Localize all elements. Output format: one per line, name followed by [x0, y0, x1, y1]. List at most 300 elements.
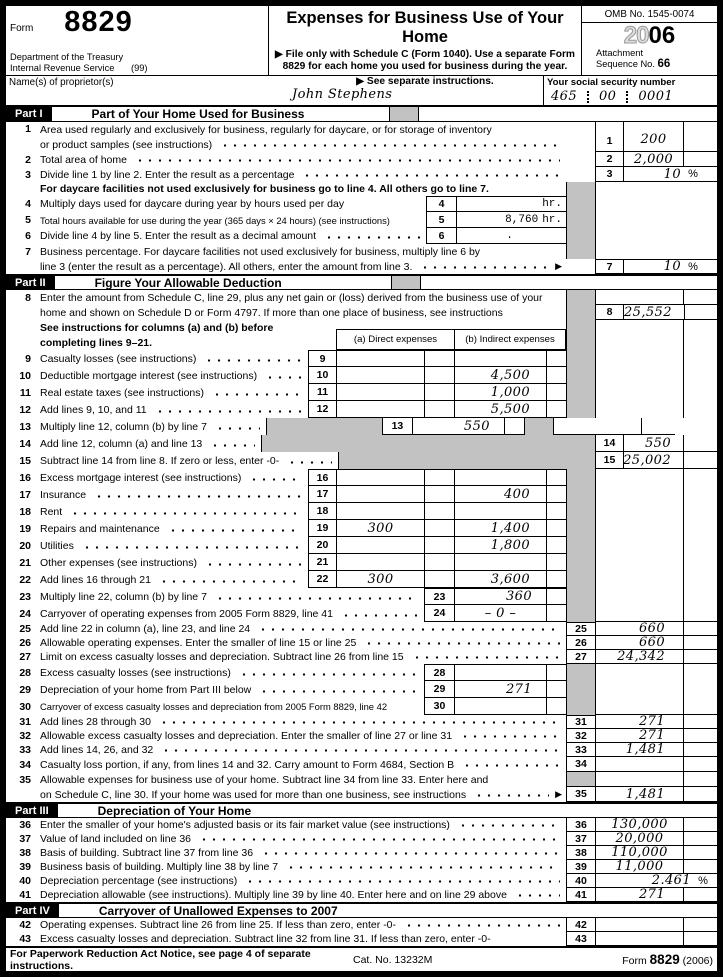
- unit-text: hr.: [542, 198, 562, 210]
- line-number: 41: [19, 889, 31, 901]
- line-number: 18: [19, 505, 31, 518]
- box-number: 21: [308, 554, 336, 571]
- cents-cell[interactable]: [546, 520, 566, 537]
- line-19-label: Repairs and maintenance: [40, 522, 160, 535]
- line-22-label: Add lines 16 through 21: [40, 573, 151, 586]
- cents-cell[interactable]: [424, 469, 454, 486]
- line-number: 40: [19, 875, 31, 887]
- box-number: 26: [566, 636, 595, 650]
- proprietor-name-block: [6, 76, 543, 105]
- answer-36: [566, 818, 717, 832]
- line-number: 37: [19, 833, 31, 845]
- cents-cell[interactable]: [546, 571, 566, 588]
- answer-43: [566, 932, 717, 946]
- cents-cell[interactable]: [683, 152, 717, 167]
- line-6-value[interactable]: [456, 228, 566, 244]
- cents-cell[interactable]: [683, 452, 717, 469]
- line-19-direct[interactable]: 300: [336, 520, 424, 537]
- line-41-label: Depreciation allowable (see instructions). Multiply line 39 by line 40. Enter here and on line 29 above: [40, 889, 507, 901]
- cents-cell[interactable]: [546, 486, 566, 503]
- line-21: [6, 554, 717, 571]
- dot-leader: [249, 478, 302, 481]
- answer-area: [566, 228, 717, 244]
- answer-area: [566, 537, 717, 554]
- line-27: [6, 650, 717, 664]
- line-28-label: Excess casualty losses (see instructions): [40, 666, 231, 679]
- dot-leader: [462, 764, 560, 767]
- line-39-value[interactable]: 11,000: [595, 860, 683, 874]
- line-number: 15: [19, 454, 31, 467]
- line-11-indirect[interactable]: 1,000: [454, 384, 546, 401]
- col-b-header: (b) Indirect expenses: [454, 329, 566, 350]
- dot-leader: [215, 597, 418, 600]
- line-32: [6, 729, 717, 743]
- agency-line2: Internal Revenue Service: [10, 62, 115, 73]
- shaded-cell: [566, 228, 595, 244]
- answer-area: [566, 401, 717, 418]
- cents-cell[interactable]: [546, 698, 566, 715]
- line-37-value[interactable]: 20,000: [595, 832, 683, 846]
- shaded-cell: [566, 401, 595, 418]
- cents-cell[interactable]: [424, 384, 454, 401]
- shaded-cell: [566, 244, 595, 259]
- cents-cell[interactable]: [424, 401, 454, 418]
- box-number: 14: [595, 435, 623, 452]
- spacer-cell: [683, 290, 717, 305]
- year-outline: 20: [623, 22, 649, 49]
- dot-leader: [70, 512, 302, 515]
- cents-cell[interactable]: [546, 605, 566, 622]
- spacer-cell: [683, 401, 717, 418]
- cents-cell[interactable]: [546, 537, 566, 554]
- line-24-value[interactable]: – 0 –: [454, 605, 546, 622]
- cents-cell[interactable]: [424, 520, 454, 537]
- line-6-label: Divide line 4 by line 5. Enter the result as a decimal amount: [40, 230, 317, 242]
- part1-title: Part of Your Home Used for Business: [91, 107, 305, 121]
- line-6-box: [426, 228, 566, 244]
- box-number: 16: [308, 469, 336, 486]
- answer-area: [566, 212, 717, 228]
- line-32-value[interactable]: 271: [595, 729, 683, 743]
- cents-cell[interactable]: [424, 350, 454, 367]
- line-7-value[interactable]: [623, 259, 717, 274]
- catalog-number: Cat. No. 13232M: [353, 953, 433, 966]
- cents-cell[interactable]: [683, 650, 717, 664]
- spacer-cell: [683, 350, 717, 367]
- spacer-cell: [595, 367, 683, 384]
- answer-area: [566, 469, 717, 486]
- answer-38: [566, 846, 717, 860]
- line-21-direct[interactable]: [336, 554, 424, 571]
- line-41-value[interactable]: 271: [595, 888, 683, 902]
- answer-area: [566, 772, 717, 787]
- expense-row-18: [308, 503, 566, 520]
- footer-form-word: Form: [622, 955, 647, 967]
- dot-leader: [341, 614, 418, 617]
- line-32-label: Allowable excess casualty losses and depreciation. Enter the smaller of line 27 or line 31: [40, 730, 453, 742]
- spacer: [489, 182, 566, 196]
- line-22-indirect[interactable]: 3,600: [454, 571, 546, 588]
- spacer-cell: [595, 698, 683, 715]
- line-number: 29: [19, 683, 31, 696]
- dot-leader: [155, 410, 302, 413]
- line-27-value[interactable]: 24,342: [595, 650, 683, 664]
- line-7a: [6, 244, 717, 259]
- answer-area: [566, 698, 717, 715]
- proprietor-name-field[interactable]: John Stephens: [292, 87, 393, 102]
- answer-33: [566, 743, 717, 757]
- cents-cell[interactable]: [683, 622, 717, 636]
- answer-area: [566, 290, 717, 305]
- cents-cell[interactable]: [424, 554, 454, 571]
- line-21-indirect[interactable]: [454, 554, 546, 571]
- cents-cell[interactable]: [683, 860, 717, 874]
- line-13-value[interactable]: 550: [412, 418, 504, 435]
- line-30-value[interactable]: [454, 698, 546, 715]
- line-number: 35: [19, 773, 31, 786]
- box-number: 17: [308, 486, 336, 503]
- cents-cell[interactable]: [683, 932, 717, 946]
- cents-cell[interactable]: [424, 367, 454, 384]
- form-word: Form: [10, 23, 34, 34]
- line-35-value[interactable]: 1,481: [595, 787, 683, 802]
- line-35-label-2: on Schedule C, line 30. If your home was used for more than one business, see instructions: [40, 788, 467, 801]
- line-25: [6, 622, 717, 636]
- spacer-cell: [683, 698, 717, 715]
- line-5-value[interactable]: [456, 212, 566, 228]
- line-41: [6, 888, 717, 902]
- line-31: [6, 715, 717, 729]
- line-29-value[interactable]: 271: [454, 681, 546, 698]
- line-20-direct[interactable]: [336, 537, 424, 554]
- spacer-cell: [683, 571, 717, 588]
- line-8a: [6, 290, 717, 305]
- shaded-cell: [566, 605, 595, 622]
- box-number: 20: [308, 537, 336, 554]
- box-number: 36: [566, 818, 595, 832]
- line-number: 2: [25, 153, 31, 166]
- part2-title: Figure Your Allowable Deduction: [94, 275, 282, 290]
- line-4-label: Multiply days used for daycare during year by hours used per day: [40, 198, 345, 210]
- line-33-label: Add lines 14, 26, and 32: [40, 744, 154, 756]
- cents-cell[interactable]: [546, 350, 566, 367]
- expense-row-10: [308, 367, 566, 384]
- line-14-value[interactable]: 550: [623, 435, 683, 452]
- answer-1: [566, 122, 717, 152]
- line-15-value[interactable]: 25,002: [623, 452, 683, 469]
- sequence-label: Sequence No.: [596, 58, 655, 69]
- line-30-box: [424, 698, 566, 715]
- line-22-direct[interactable]: 300: [336, 571, 424, 588]
- line-19-indirect[interactable]: 1,400: [454, 520, 546, 537]
- agency-block: [10, 52, 264, 73]
- line-38-value[interactable]: 110,000: [595, 846, 683, 860]
- box-number: 2: [595, 152, 623, 167]
- spacer-cell: [595, 537, 683, 554]
- line-8-value[interactable]: 25,552: [623, 305, 684, 320]
- line-17-indirect[interactable]: 400: [454, 486, 546, 503]
- line-number: 8: [25, 291, 31, 304]
- line-28-value[interactable]: [454, 664, 546, 681]
- ssn-field[interactable]: [551, 89, 714, 104]
- dot-leader: [287, 461, 332, 464]
- spacer-cell: [595, 681, 683, 698]
- line-29-box: [424, 681, 566, 698]
- line-35-label-1: Allowable expenses for business use of your home. Subtract line 34 from line 33. Enter here and: [40, 773, 489, 786]
- line-43-value[interactable]: [595, 932, 683, 946]
- line-34-value[interactable]: [595, 757, 683, 772]
- cents-cell[interactable]: [683, 757, 717, 772]
- dot-leader: [215, 427, 260, 430]
- line-34: [6, 757, 717, 772]
- line-number: 21: [19, 556, 31, 569]
- shaded-cell: [566, 305, 595, 320]
- box-number: 29: [424, 681, 454, 698]
- line-number: 28: [19, 666, 31, 679]
- cents-cell[interactable]: [683, 743, 717, 757]
- cents-cell[interactable]: [546, 367, 566, 384]
- line-40-value[interactable]: [595, 874, 717, 888]
- cents-cell[interactable]: [546, 384, 566, 401]
- line-20-indirect[interactable]: 1,800: [454, 537, 546, 554]
- box-number: 19: [308, 520, 336, 537]
- spacer-cell: [595, 228, 717, 244]
- line-10-direct[interactable]: [336, 367, 424, 384]
- shaded-cell: [566, 681, 595, 698]
- line-12-label: Add lines 9, 10, and 11: [40, 403, 147, 416]
- ssn-label: Your social security number: [547, 77, 676, 88]
- agency-line1: Department of the Treasury: [10, 52, 124, 62]
- daycare-note-row: [6, 182, 717, 196]
- line-number: 19: [19, 522, 31, 535]
- percent-sign: %: [688, 260, 698, 273]
- line-31-value[interactable]: 271: [595, 715, 683, 729]
- cents-cell[interactable]: [683, 715, 717, 729]
- cents-cell[interactable]: [683, 787, 717, 802]
- cents-cell[interactable]: [546, 681, 566, 698]
- spacer-cell: [595, 244, 717, 259]
- subtitle-2: ▶ See separate instructions.: [356, 76, 494, 87]
- line-4-value[interactable]: [456, 196, 566, 212]
- spacer-cell: [566, 167, 595, 182]
- line-number: 1: [25, 123, 31, 135]
- cents-cell[interactable]: [546, 469, 566, 486]
- value-text: 10: [663, 259, 681, 274]
- answer-39: [566, 860, 717, 874]
- part2-badge: Part II: [6, 276, 55, 289]
- dot-leader: [135, 159, 560, 162]
- expense-row-17: [308, 486, 566, 503]
- cents-cell[interactable]: [683, 435, 717, 452]
- line-38: [6, 846, 717, 860]
- spacer-cell: [566, 152, 595, 167]
- part4-badge: Part IV: [6, 904, 59, 917]
- answer-37: [566, 832, 717, 846]
- line-16-indirect[interactable]: [454, 469, 546, 486]
- cents-cell[interactable]: [684, 305, 718, 320]
- value-text: .: [506, 229, 513, 242]
- line-10-indirect[interactable]: 4,500: [454, 367, 546, 384]
- spacer-cell: [595, 196, 717, 212]
- cents-cell[interactable]: [683, 888, 717, 902]
- line-18-indirect[interactable]: [454, 503, 546, 520]
- line-25-value[interactable]: 660: [595, 622, 683, 636]
- box-number: 10: [308, 367, 336, 384]
- line-number: 32: [19, 730, 31, 742]
- line-number: 42: [19, 919, 31, 931]
- cents-cell[interactable]: [546, 664, 566, 681]
- dot-leader: [161, 749, 560, 752]
- shaded-cell: [566, 290, 595, 305]
- line-7b: [6, 259, 717, 274]
- box-number: 41: [566, 888, 595, 902]
- line-33: [6, 743, 717, 757]
- line-12-direct[interactable]: [336, 401, 424, 418]
- dot-leader: [239, 673, 418, 676]
- percent-sign: %: [698, 874, 708, 887]
- shaded-cell: [566, 486, 595, 503]
- cents-cell[interactable]: [546, 588, 566, 605]
- line-4: [6, 196, 717, 212]
- dot-leader: [364, 642, 560, 645]
- line-7-label-1: Business percentage. For daycare facilities not used exclusively for business, multiply line 6 by: [40, 245, 481, 258]
- line-37: [6, 832, 717, 846]
- part2-header: [6, 274, 717, 290]
- expense-row-16: [308, 469, 566, 486]
- shaded-cell: [566, 554, 595, 571]
- cents-cell[interactable]: [683, 846, 717, 860]
- cents-cell[interactable]: [683, 832, 717, 846]
- box-number: 23: [424, 588, 454, 605]
- pointer-arrow-icon: ▶: [555, 789, 562, 799]
- line-10-label: Deductible mortgage interest (see instructions): [40, 369, 258, 382]
- line-18-direct[interactable]: [336, 503, 424, 520]
- ssn-separator: [587, 91, 589, 103]
- line-number: 22: [19, 573, 31, 586]
- answer-35: [566, 787, 717, 802]
- line-12-indirect[interactable]: 5,500: [454, 401, 546, 418]
- cents-cell[interactable]: [424, 571, 454, 588]
- daycare-note: For daycare facilities not used exclusively for business go to line 4. All others go to line 7.: [40, 183, 489, 195]
- line-14: [6, 435, 717, 452]
- spacer-cell: [683, 588, 717, 605]
- spacer-cell: [595, 588, 683, 605]
- shaded-cell: [566, 520, 595, 537]
- line-43-label: Excess casualty losses and depreciation. Subtract line 32 from line 31. If less than zero, enter -0-: [40, 933, 491, 945]
- line-37-label: Value of land included on line 36: [40, 833, 192, 845]
- line-9-direct[interactable]: [336, 350, 424, 367]
- cents-cell[interactable]: [424, 503, 454, 520]
- col-a-header: (a) Direct expenses: [336, 329, 454, 350]
- ssn-part1: 465: [551, 89, 578, 104]
- line-number: 5: [25, 214, 31, 226]
- line-11: [6, 384, 717, 401]
- line-17-direct[interactable]: [336, 486, 424, 503]
- answer-40: [566, 874, 717, 888]
- line-26-value[interactable]: 660: [595, 636, 683, 650]
- line-17: [6, 486, 717, 503]
- line-number: 31: [19, 716, 31, 728]
- line-3: [6, 167, 717, 182]
- label-text: Area used regularly and exclusively for business, regularly for daycare, or for storage of inventory: [40, 123, 492, 136]
- line-24-box: [424, 605, 566, 622]
- cents-cell[interactable]: [683, 636, 717, 650]
- line-number: 23: [19, 590, 31, 603]
- line-21-label: Other expenses (see instructions): [40, 556, 197, 569]
- expense-row-9: [308, 350, 566, 367]
- line-number: 10: [19, 369, 31, 382]
- dot-leader: [404, 924, 560, 927]
- box-number: 15: [595, 452, 623, 469]
- value-text: 10: [663, 166, 681, 182]
- form-id-block: [6, 6, 269, 75]
- line-23-value[interactable]: 360: [454, 588, 546, 605]
- spacer: [543, 290, 566, 305]
- box-number: 6: [426, 228, 456, 244]
- cents-cell[interactable]: [683, 729, 717, 743]
- line-9-indirect[interactable]: [454, 350, 546, 367]
- line-33-value[interactable]: 1,481: [595, 743, 683, 757]
- line-3-value[interactable]: [623, 167, 717, 182]
- spacer: [480, 244, 566, 259]
- line-5: [6, 212, 717, 228]
- line-8-label-2: home and shown on Schedule D or Form 4797. If more than one place of business, see instructions: [40, 306, 503, 319]
- answer-area: [566, 384, 717, 401]
- line-16-label: Excess mortgage interest (see instructions): [40, 471, 242, 484]
- line-number: 26: [19, 637, 31, 649]
- part4-title: Carryover of Unallowed Expenses to 2007: [98, 903, 338, 918]
- spacer-cell: [595, 571, 683, 588]
- box-number: 28: [424, 664, 454, 681]
- spacer-cell: [595, 401, 683, 418]
- line-11-direct[interactable]: [336, 384, 424, 401]
- line-number: 39: [19, 861, 31, 873]
- line-number: 25: [19, 623, 31, 635]
- cents-cell[interactable]: [546, 503, 566, 520]
- cents-cell[interactable]: [546, 401, 566, 418]
- paperwork-notice: For Paperwork Reduction Act Notice, see page 4 of separate instructions.: [10, 947, 311, 972]
- cents-cell[interactable]: [683, 818, 717, 832]
- title-block: [269, 6, 581, 87]
- cents-cell[interactable]: [683, 918, 717, 932]
- spacer-cell: [595, 212, 717, 228]
- line-10: [6, 367, 717, 384]
- label-text: or product samples (see instructions): [40, 138, 213, 151]
- line-34-label: Casualty loss portion, if any, from lines 14 and 32. Carry amount to Form 4684, Section B: [40, 758, 455, 771]
- line-23-label: Multiply line 22, column (b) by line 7: [40, 590, 207, 603]
- box-number: 1: [595, 122, 623, 152]
- cents-cell[interactable]: [424, 486, 454, 503]
- line-42-value[interactable]: [595, 918, 683, 932]
- expense-row-20: [308, 537, 566, 554]
- cents-cell[interactable]: [504, 418, 524, 435]
- cents-cell[interactable]: [683, 122, 717, 152]
- line-36-value[interactable]: 130,000: [595, 818, 683, 832]
- shaded-cell: [566, 571, 595, 588]
- dot-leader: [210, 444, 255, 447]
- expense-row-12: [308, 401, 566, 418]
- dot-leader: [458, 824, 560, 827]
- note-text: completing lines 9–21.: [40, 336, 153, 349]
- line-1-value[interactable]: 200: [623, 122, 683, 152]
- line-2-value[interactable]: 2,000: [623, 152, 683, 167]
- dot-leader: [82, 546, 302, 549]
- line-16-direct[interactable]: [336, 469, 424, 486]
- spacer-cell: [595, 554, 683, 571]
- cents-cell[interactable]: [546, 554, 566, 571]
- cents-cell[interactable]: [424, 537, 454, 554]
- line-number: [6, 259, 40, 274]
